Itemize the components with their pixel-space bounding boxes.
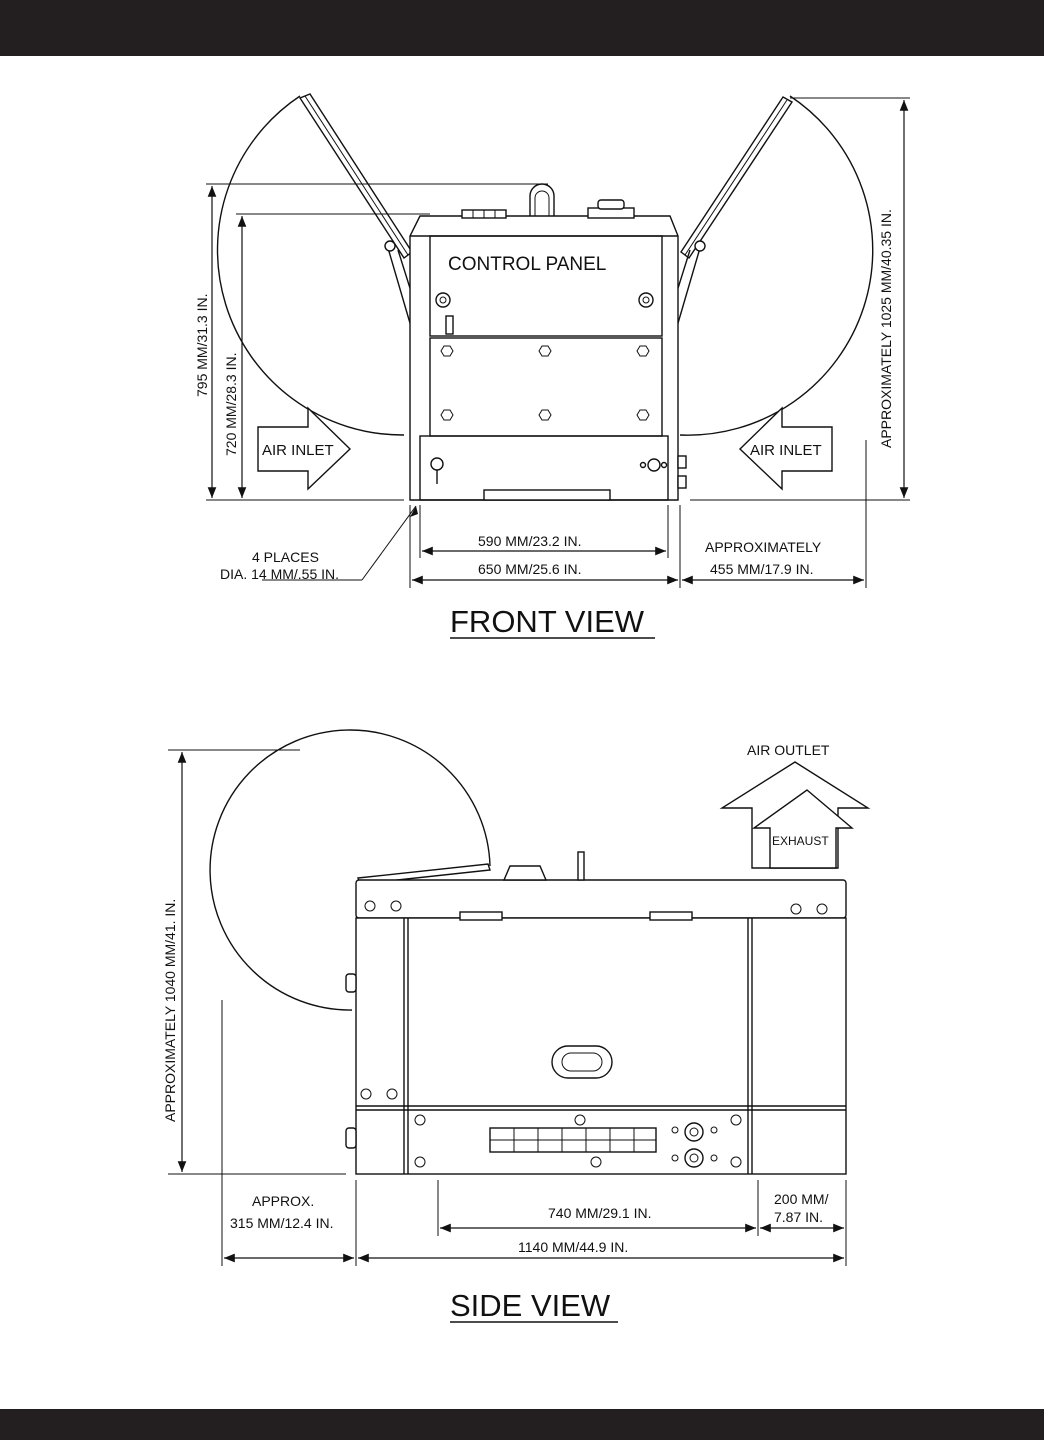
dim-left-approx: APPROX. [252, 1193, 315, 1209]
dim-width-650: 650 MM/25.6 IN. [478, 561, 582, 577]
front-door-left [300, 94, 420, 330]
dim-height-1025: APPROXIMATELY 1025 MM/40.35 IN. [878, 209, 894, 448]
front-enclosure [410, 184, 686, 500]
front-view-title: FRONT VIEW [450, 604, 645, 639]
dim-right-approx: APPROXIMATELY [705, 539, 822, 555]
air-inlet-arrow-right [740, 408, 832, 489]
side-view [162, 730, 868, 1323]
dim-width-590: 590 MM/23.2 IN. [478, 533, 582, 549]
mount-note-places: 4 PLACES [252, 549, 319, 565]
dim-height-720: 720 MM/28.3 IN. [223, 352, 239, 456]
dim-740: 740 MM/29.1 IN. [548, 1205, 652, 1221]
side-view-title: SIDE VIEW [450, 1288, 611, 1323]
dim-right-787: 7.87 IN. [774, 1209, 824, 1225]
air-outlet-label: AIR OUTLET [747, 742, 830, 758]
control-panel-label: CONTROL PANEL [448, 254, 607, 275]
front-door-right [668, 97, 792, 330]
front-door-swing-arc-left [218, 96, 404, 435]
dim-right-455: 455 MM/17.9 IN. [710, 561, 814, 577]
air-inlet-right-label: AIR INLET [750, 442, 822, 459]
dim-right-200: 200 MM/ [774, 1191, 829, 1207]
dim-height-795: 795 MM/31.3 IN. [194, 293, 210, 397]
air-inlet-left-label: AIR INLET [262, 442, 334, 459]
front-view [194, 94, 910, 639]
front-door-swing-arc-right [680, 96, 873, 435]
exhaust-label: EXHAUST [772, 834, 829, 848]
side-enclosure [346, 852, 846, 1174]
dim-1140: 1140 MM/44.9 IN. [518, 1239, 629, 1255]
mount-note-diameter: DIA. 14 MM/.55 IN. [220, 566, 340, 582]
dim-height-1040: APPROXIMATELY 1040 MM/41. IN. [162, 898, 178, 1122]
dim-left-315: 315 MM/12.4 IN. [230, 1215, 334, 1231]
air-inlet-arrow-left [258, 408, 350, 489]
